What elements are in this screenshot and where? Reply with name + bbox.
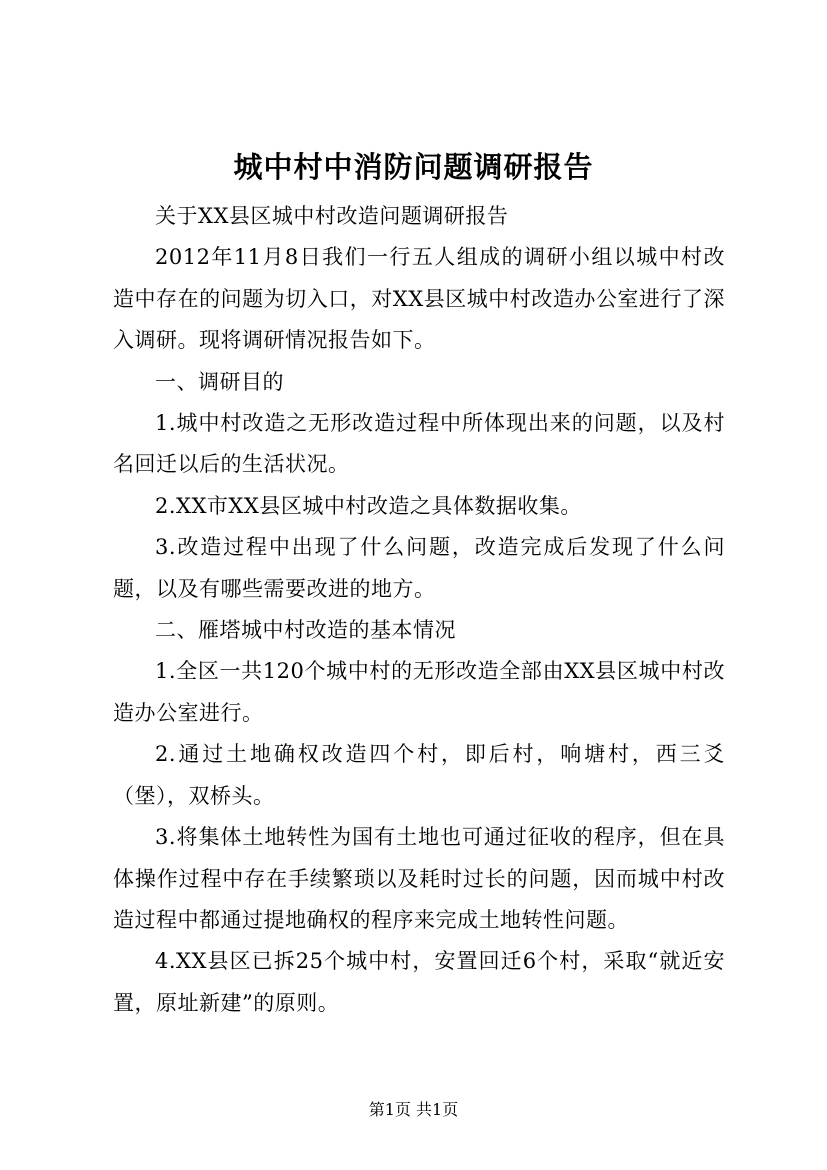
paragraph: 1.全区一共120个城中村的无形改造全部由XX县区城中村改造办公室进行。 — [113, 659, 725, 725]
paragraph: 2.通过土地确权改造四个村，即后村，响塘村，西三爻（堡），双桥头。 — [113, 742, 725, 808]
section-heading: 一、调研目的 — [155, 369, 284, 394]
section-heading: 二、雁塔城中村改造的基本情况 — [155, 618, 456, 643]
document-body — [113, 196, 725, 1024]
paragraph: 3.将集体土地转性为国有土地也可通过征收的程序，但在具体操作过程中存在手续繁琐以及耗时过长的问题，因而城中村改造过程中都通过提地确权的程序来完成土地转性问题。 — [113, 825, 725, 932]
paragraph: 1.城中村改造之无形改造过程中所体现出来的问题，以及村名回迁以后的生活状况。 — [113, 411, 725, 477]
document-title: 城中村中消防问题调研报告 — [233, 150, 594, 184]
paragraph: 2.XX市XX县区城中村改造之具体数据收集。 — [155, 493, 582, 518]
paragraph: 3.改造过程中出现了什么问题，改造完成后发现了什么问题，以及有哪些需要改进的地方。 — [113, 535, 725, 601]
paragraph: 4.XX县区已拆25个城中村，安置回迁6个村，采取“就近安置，原址新建”的原则。 — [113, 949, 725, 1015]
page-footer: 第1页 共1页 — [368, 1100, 459, 1119]
paragraph: 2012年11月8日我们一行五人组成的调研小组以城中村改造中存在的问题为切入口，对XX县区城中村改造办公室进行了深入调研。现将调研情况报告如下。 — [113, 245, 725, 353]
paragraph: 关于XX县区城中村改造问题调研报告 — [155, 204, 509, 228]
